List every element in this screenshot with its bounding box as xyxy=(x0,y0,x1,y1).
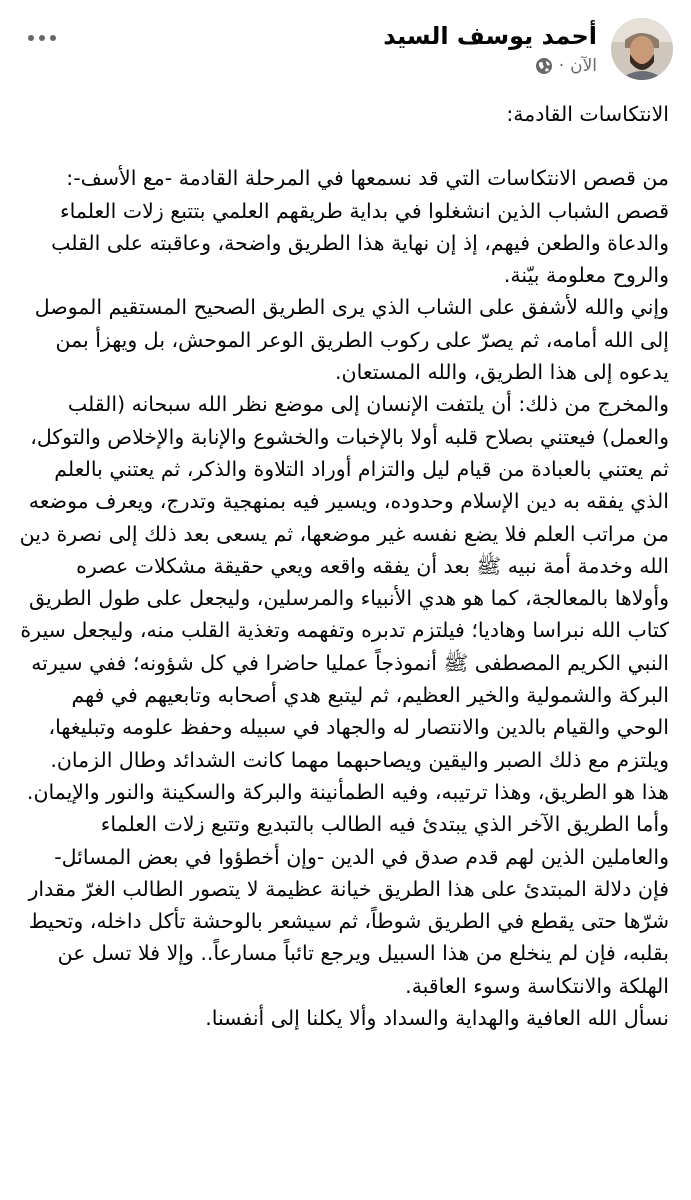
more-options-icon[interactable] xyxy=(22,24,62,52)
post-meta xyxy=(383,54,597,78)
avatar-image xyxy=(611,18,673,80)
post-header xyxy=(18,14,673,88)
post-title: الانتكاسات القادمة: xyxy=(506,102,669,126)
post-paragraph: وإني والله لأشفق على الشاب الذي يرى الطريق الصحيح المستقيم الموصل إلى الله أمامه، ثم يصرّ على ركوب الطريق الوعر الموحش، بل ويهزأ بمن يدعوه إلى هذا الطريق، والله المستعان. xyxy=(34,295,669,385)
post-paragraph: قصص الشباب الذين انشغلوا في بداية طريقهم العلمي بتتبع زلات العلماء والدعاة والطعن فيهم، إذ إن نهاية هذا الطريق واضحة، وعاقبته على القلب والروح معلومة بيّنة. xyxy=(51,198,669,288)
globe-icon[interactable] xyxy=(535,57,553,75)
post-timestamp[interactable]: الآن xyxy=(570,56,597,76)
avatar[interactable] xyxy=(611,18,673,80)
post-paragraph: نسأل الله العافية والهداية والسداد وألا يكلنا إلى أنفسنا. xyxy=(205,1006,669,1031)
author-name[interactable]: أحمد يوسف السيد xyxy=(383,22,597,50)
post-paragraph: هذا هو الطريق، وهذا ترتيبه، وفيه الطمأنينة والبركة والسكينة والنور والإيمان. xyxy=(26,779,669,804)
post-paragraph: من قصص الانتكاسات التي قد نسمعها في المرحلة القادمة -مع الأسف-: xyxy=(66,166,669,191)
meta-separator: · xyxy=(558,56,565,76)
post-paragraph: وأما الطريق الآخر الذي يبتدئ فيه الطالب بالتبديع وتتبع زلات العلماء والعاملين الذين لهم قدم صدق في الدين -وإن أخطؤوا في بعض المسائل- فإن دلالة المبتدئ على هذا الطريق خيانة عظيمة لا يتصور الطالب الغرّ مقدار شرّها حتى يقطع في الطريق شوطاً، ثم سيشعر بالوحشة تأكل داخله، وتحيط بقلبه، فإن لم ينخلع من هذا السبيل ويرجع تائباً مسارعاً.. وإلا فلا تسل عن الهلكة والانتكاسة وسوء العاقبة. xyxy=(28,812,669,998)
post-body xyxy=(17,98,669,1034)
author-block xyxy=(383,20,597,78)
post-paragraph: والمخرج من ذلك: أن يلتفت الإنسان إلى موضع نظر الله سبحانه (القلب والعمل) فيعتني بصلاح قلبه أولا بالإخبات والخشوع والإنابة والإخلاص والتوكل، ثم يعتني بالعبادة من قيام ليل والتزام أوراد التلاوة والذكر، ثم يعتني بالعلم الذي يفقه به دين الإسلام وحدوده، ويسير فيه بمنهجية وتدرج، ويعرف موضعه من مراتب العلم فلا يضع نفسه غير موضعها، ثم يسعى بعد ذلك إلى نصرة دين الله وخدمة أمة نبيه ﷺ بعد أن يفقه واقعه ويعي حقيقة مشكلات عصره وأولاها بالمعالجة، كما هو هدي الأنبياء والمرسلين، وليجعل على طول الطريق كتاب الله نبراسا وهاديا؛ فيلتزم تدبره وتفهمه وتغذية القلب منه، وليجعل سيرة النبي الكريم المصطفى ﷺ أنموذجاً عمليا حاضرا في كل شؤونه؛ ففي سيرته البركة والشمولية والخير العظيم، ثم ليتبع هدي أصحابه وتابعيهم في فهم الوحي والقيام بالدين والانتصار له والجهاد في سبيله وحفظ علومه وتبليغها، ويلتزم مع ذلك الصبر واليقين ويصاحبهما مهما كانت الشدائد وطال الزمان. xyxy=(19,392,669,772)
